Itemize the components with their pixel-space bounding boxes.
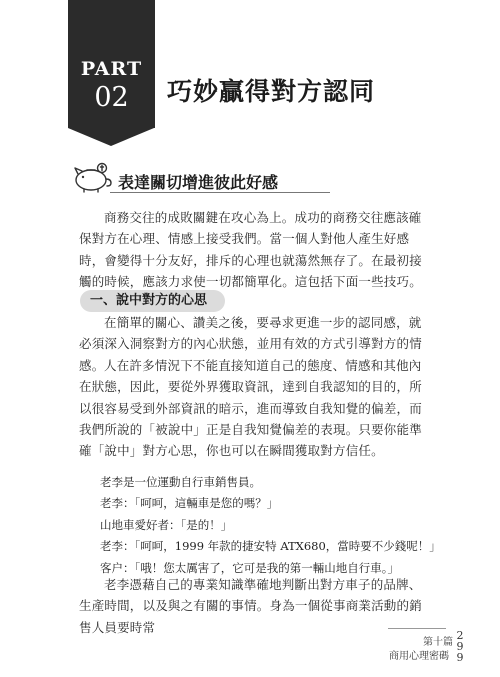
part-label: PART [80,58,143,80]
footer-part-label: 第十篇 [423,637,453,648]
page-digit: 9 [456,651,464,664]
page-digit: 9 [456,640,464,653]
body-paragraph-1: 在簡單的關心、讚美之後，要尋求更進一步的認同感，就必須深入洞察對方的內心狀態，並用有效的方式引導對方的情感。 [79,315,422,373]
piggy-bank-icon [68,160,116,194]
part-tab [68,0,155,128]
part-number: 02 [94,82,129,113]
dialogue-line: 老李是一位運動自行車銷售員。 [100,475,261,489]
intro-paragraph: 商務交往的成敗關鍵在攻心為上。成功的商務交往應該確保對方在心理、情感上接受我們。當一個人對他人產生好感時，會變得十分友好，排斥的心理也就蕩然無存了。在最初接觸的時候，應該力求使一切都簡單化。這包括下面一些技巧。 [79,210,422,289]
closing-paragraph: 老李憑藉自己的專業知識準確地判斷出對方車子的品牌、生產時間，以及與之有關的事情。身為一個從事商業活動的銷售人員要時常 [79,577,422,635]
subheading: 一、說中對方的心思 [80,290,225,312]
dialogue-line: 老李：「呵呵，這輛車是您的嗎？」 [100,496,279,511]
section-title: 表達關切增進彼此好感 [118,173,279,192]
dialogue-line: 山地車愛好者：「是的！」 [100,517,233,532]
chapter-title: 巧妙贏得對方認同 [167,77,376,106]
page-digit: 2 [456,629,464,642]
dialogue-line: 老李：「呵呵，1999 年款的捷安特 ATX680，當時要不少錢呢！」 [100,539,441,554]
dialogue-line: 客户：「哦！您太厲害了，它可是我的第一輛山地自行車。」 [100,560,399,575]
footer-book-title: 商用心理密碼 [389,651,449,662]
footer-divider [388,628,446,629]
dialogue-block [100,472,440,579]
body-paragraph-2: 人在許多情況下不能直接知道自己的態度、情感和其他內在狀態，因此，要從外界獲取資訊，達到自我認知的目的，所以很容易受到外部資訊的暗示，進而導致自我知覺的偏差，而我們所說的「被說中」正是自我知覺偏差的表現。只要你能準確「說中」對方心思，你也可以在瞬間獲取對方信任。 [79,358,422,459]
section-header [68,160,448,194]
page-number [454,630,466,663]
section-divider [110,192,330,193]
